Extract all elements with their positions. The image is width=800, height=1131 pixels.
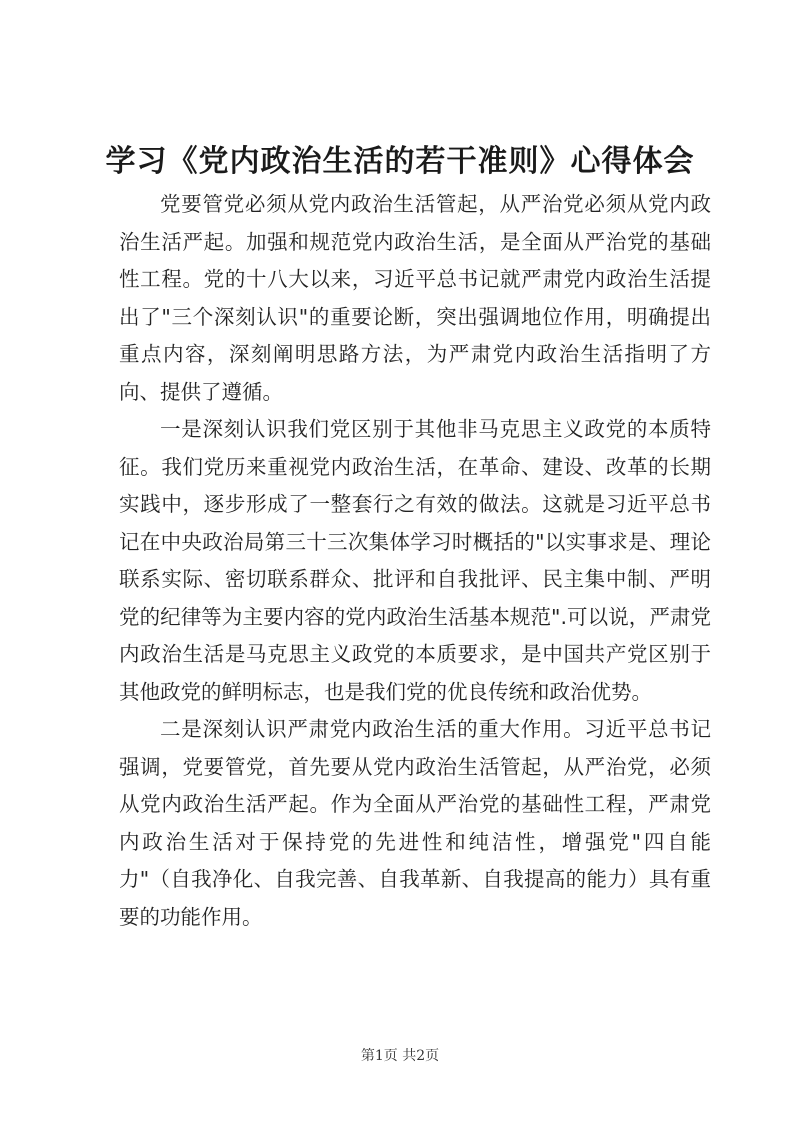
paragraph-point-two: 二是深刻认识严肃党内政治生活的重大作用。习近平总书记强调，党要管党，首先要从党内政治生活管起，从严治党，必须从党内政治生活严起。作为全面从严治党的基础性工程，严肃党内政治生活对于保持党的先进性和纯洁性，增强党"四自能力"（自我净化、自我完善、自我革新、自我提高的能力）具有重要的功能作用。 xyxy=(119,717,711,929)
document-title: 学习《党内政治生活的若干准则》心得体会 xyxy=(105,144,695,179)
page-number-footer: 第1页 共2页 xyxy=(360,1048,440,1064)
paragraph-point-one: 一是深刻认识我们党区别于其他非马克思主义政党的本质特征。我们党历来重视党内政治生活，在革命、建设、改革的长期实践中，逐步形成了一整套行之有效的做法。这就是习近平总书记在中央政治局第三十三次集体学习时概括的"以实事求是、理论联系实际、密切联系群众、批评和自我批评、民主集中制、严明党的纪律等为主要内容的党内政治生活基本规范".可以说，严肃党内政治生活是马克思主义政党的本质要求，是中国共产党区别于其他政党的鲜明标志，也是我们党的优良传统和政治优势。 xyxy=(119,417,711,704)
document-body xyxy=(119,186,711,936)
paragraph-intro: 党要管党必须从党内政治生活管起，从严治党必须从党内政治生活严起。加强和规范党内政治生活，是全面从严治党的基础性工程。党的十八大以来，习近平总书记就严肃党内政治生活提出了"三个深刻认识"的重要论断，突出强调地位作用，明确提出重点内容，深刻阐明思路方法，为严肃党内政治生活指明了方向、提供了遵循。 xyxy=(119,192,711,404)
